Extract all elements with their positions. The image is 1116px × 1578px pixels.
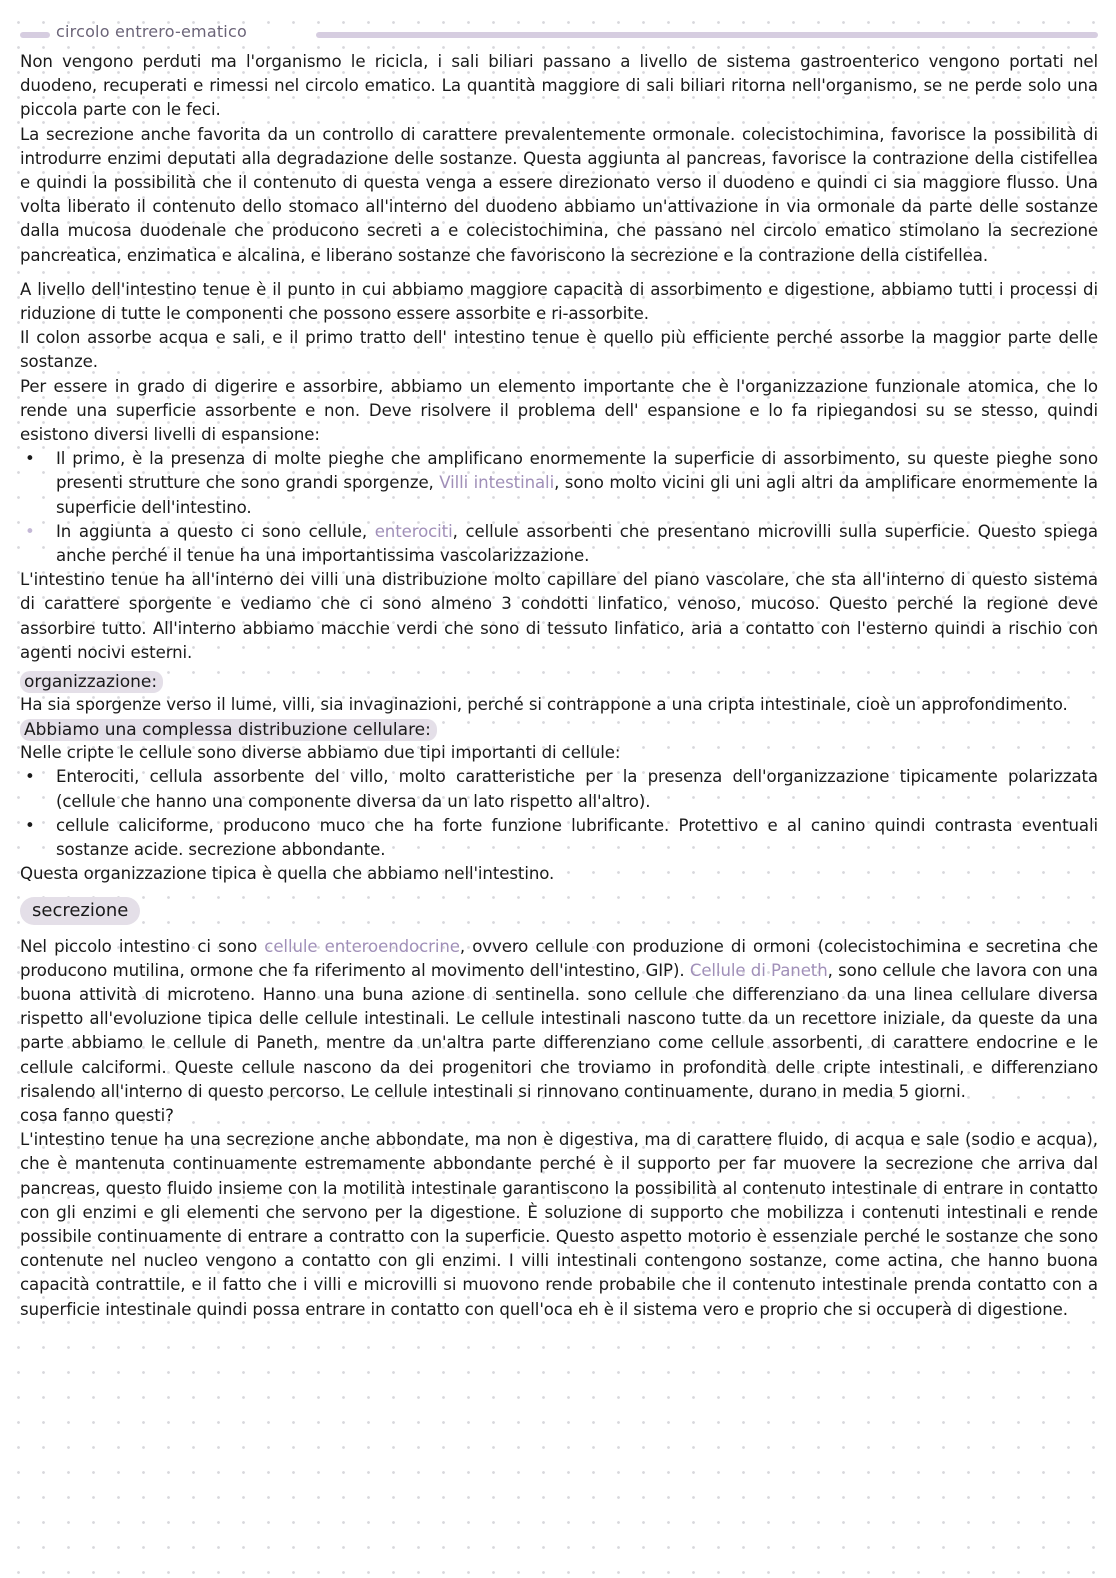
organizzazione-text-3: Questa organizzazione tipica è quella che abbiamo nell'intestino. [20, 864, 555, 884]
intro-paragraph-2: La secrezione anche favorita da un controllo di carattere prevalentemente ormonale. colecistochimina, favorisce la possibilità di introdurre enzimi deputati alla degradazione delle sostanze. Questa aggiunta al pancreas, favorisce la contrazione della cistifellea e quindi la possibilità che il contenuto di questa venga a essere direzionato verso il duodeno e quindi ci sia maggiore flusso. Una volta liberato il contenuto dello stomaco all'interno del duodeno abbiamo un'attivazione in via ormonale da parte delle sostanze dalla mucosa duodenale che producono secreti a e colecistochimina, che passano nel circolo ematico stimolano la secrezione pancreatica, enzimatica e alcalina, e liberano sostanze che favoriscono la secrezione e la contrazione della cistifellea. [20, 124, 1098, 265]
cell-types-list [20, 765, 1098, 862]
intestino-paragraph-3: Per essere in grado di digerire e assorbire, abbiamo un elemento importante che è l'organizzazione funzionale atomica, che lo rende una superficie assorbente e non. Deve risolvere il problema dell' espansione e lo fa ripiegandosi su se stesso, quindi esistono diversi livelli di espansione: [20, 376, 1098, 445]
secrezione-question: cosa fanno questi? [20, 1105, 174, 1125]
notes-page [20, 20, 1098, 1322]
list-item [56, 447, 1098, 520]
organizzazione-text-2: Nelle cripte le cellule sono diverse abbiamo due tipi importanti di cellule: [20, 743, 621, 763]
organizzazione-heading: organizzazione: [20, 671, 163, 693]
highlight-term: Villi intestinali [439, 473, 555, 493]
list-item: • cellule caliciforme, producono muco che ha forte funzione lubrificante. Protettivo e al canino quindi contrasta eventuali sostanze acide. secrezione abbondante. [56, 814, 1098, 862]
header-divider-right [316, 32, 1098, 38]
highlight-term: cellule enteroendocrine [264, 936, 460, 956]
organizzazione-text: Ha sia sporgenze verso il lume, villi, sia invaginazioni, perché si contrappone a una cripta intestinale, cioè un approfondimento. [20, 695, 1068, 715]
header-title: circolo entrero-ematico [56, 22, 247, 41]
intestino-paragraph-4: L'intestino tenue ha all'interno dei villi una distribuzione molto capillare del piano vascolare, che sta all'interno di questo sistema di carattere sporgente e vediamo che ci sono almeno 3 condotti linfatico, venoso, mucoso. Questo perché la regione deve assorbire tutto. All'interno abbiamo macchie verdi che sono di tessuto linfatico, aria a contatto con l'esterno quindi a rischio con agenti nocivi esterni. [20, 570, 1098, 662]
list-item: • Enterociti, cellula assorbente del villo, molto caratteristiche per la presenza dell'organizzazione tipicamente polarizzata (cellule che hanno una componente diversa da un lato rispetto all'altro). [56, 765, 1098, 813]
section-header [20, 20, 1098, 50]
highlight-term: Cellule di Paneth [689, 960, 828, 980]
bullet-text: In aggiunta a questo ci sono cellule, [56, 521, 375, 541]
expansion-list [20, 447, 1098, 568]
list-item [56, 520, 1098, 568]
intestino-paragraph-2: Il colon assorbe acqua e sali, e il primo tratto dell' intestino tenue è quello più efficiente perché assorbe la maggior parte delle sostanze. [20, 328, 1098, 372]
intro-paragraph-1: Non vengono perduti ma l'organismo le ricicla, i sali biliari passano a livello de sistema gastroenterico vengono portati nel duodeno, recuperati e rimessi nel circolo ematico. La quantità maggiore di sali biliari ritorna nell'organismo, se ne perde solo una piccola parte con le feci. [20, 52, 1098, 120]
bullet-text: Il primo, è la presenza di molte pieghe che amplificano enormemente la superficie di assorbimento, su queste pieghe sono presenti strutture che sono grandi sporgenze, [56, 449, 1098, 493]
header-divider-left [20, 32, 50, 38]
bullet-text: , sono molto vicini gli uni agli altri da amplificare enormemente la superficie dell'intestino. [56, 473, 1098, 517]
distribuzione-heading: Abbiamo una complessa distribuzione cellulare: [20, 719, 437, 741]
highlight-term: enterociti [374, 521, 453, 541]
secrezione-paragraph-1: Nel piccolo intestino ci sono cellule enteroendocrine, ovvero cellule con produzione di ormoni (colecistochimina e secretina che producono mutilina, ormone che fa riferimento al movimento dell'intestino, GIP). Cellule di Paneth, sono cellule che lavora con una buona attività di microteno. Hanno una buna azione di sentinella. sono cellule che differenziano da una linea cellulare diversa rispetto all'evoluzione tipica delle cellule intestinali. Le cellule intestinali nascono tutte da un recettore iniziale, da queste da una parte abbiamo le cellule di Paneth, mentre da un'altra parte differenziano come cellule assorbenti, di carattere endocrine e le cellule calciformi. Queste cellule nascono da dei progenitori che troviamo in profondità delle cripte intestinali, e differenziano risalendo all'interno di questo percorso. Le cellule intestinali si rinnovano continuamente, durano in media 5 giorni. [20, 936, 1098, 1101]
secrezione-heading: secrezione [20, 897, 140, 925]
secrezione-paragraph-2: L'intestino tenue ha una secrezione anche abbondate, ma non è digestiva, ma di carattere fluido, di acqua e sale (sodio e acqua), che è mantenuta continuamente estremamente abbondante perché è il supporto per far muovere la secrezione che arriva dal pancreas, questo fluido insieme con la motilità intestinale garantiscono la possibilità al contenuto intestinale di entrare in contatto con gli enzimi e gli elementi che servono per la digestione. È soluzione di supporto che mobilizza i contenuti intestinali e rende possibile continuamente di entrare a contratto con la superficie. Questo aspetto motorio è essenziale perché le sostanze che sono contenute nel nucleo vengono a contatto con gli enzimi. I villi intestinali contengono sostanze, come actina, che hanno buona capacità contrattile, e il fatto che i villi e microvilli si muovono rende probabile che il contenuto intestinale prenda contatto con a superficie intestinale quindi possa entrare in contatto con quell'oca eh è il sistema vero e proprio che si occuperà di digestione. [20, 1130, 1098, 1319]
intestino-paragraph-1: A livello dell'intestino tenue è il punto in cui abbiamo maggiore capacità di assorbimento e digestione, abbiamo tutti i processi di riduzione di tutte le componenti che possono essere assorbite e ri-assorbite. [20, 279, 1098, 324]
bullet-text: , cellule assorbenti che presentano microvilli sulla superficie. Questo spiega anche perché il tenue ha una importantissima vascolarizzazione. [56, 521, 1099, 566]
